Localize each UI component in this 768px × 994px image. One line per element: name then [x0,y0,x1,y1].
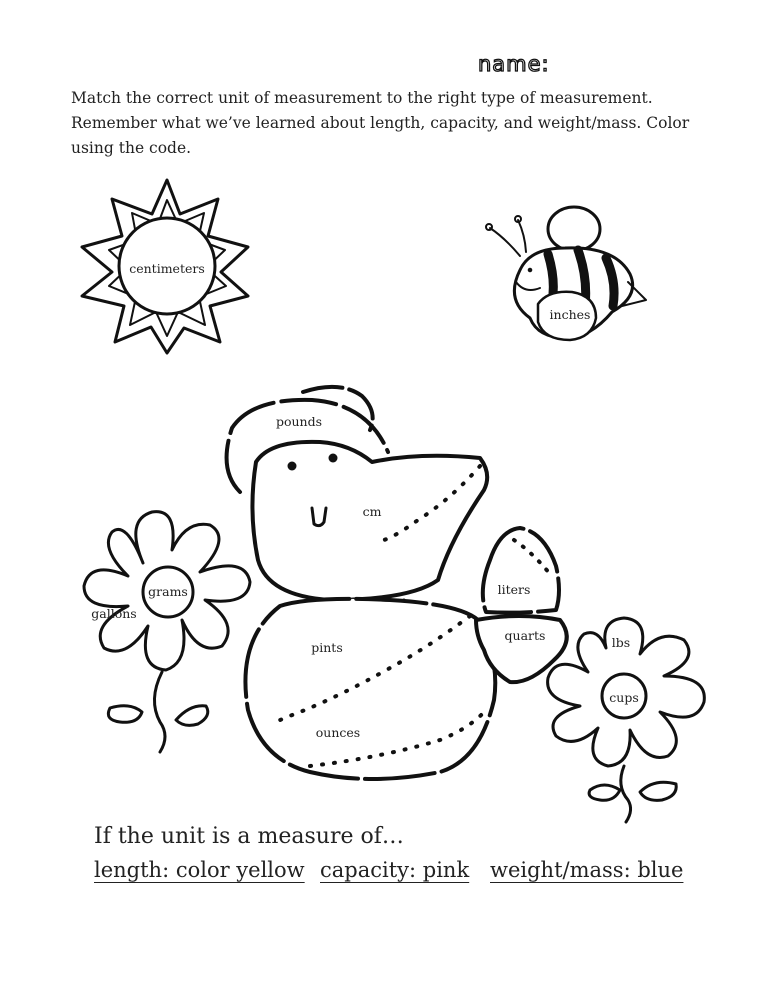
left-flower-stem [154,672,165,752]
unit-label-quarts: quarts [504,628,546,643]
unit-label-cups: cups [609,690,639,705]
bear-picture [227,387,567,779]
bee-antenna-left [490,228,520,256]
unit-label-pounds: pounds [275,414,323,429]
name-label: name: [478,52,550,76]
unit-label-liters: liters [497,582,531,597]
unit-label-grams: grams [148,584,188,599]
instruction-line-3: using the code. [71,139,192,157]
unit-label-centimeters: centimeters [129,261,205,276]
instruction-line-2: Remember what we’ve learned about length, capacity, and weight/mass. Color [71,114,690,132]
bear-eye-left [288,462,297,471]
bee-antenna-right [518,220,526,252]
bear-eye-right [329,454,338,463]
unit-label-lbs: lbs [611,635,631,650]
bee-wing [548,207,600,251]
right-flower-leaf-left [589,785,620,800]
bear-body [245,599,495,779]
unit-label-gallons: gallons [91,606,137,621]
right-flower-leaf-right [640,782,676,800]
sun-picture [82,180,248,353]
color-code-capacity: capacity: pink [320,858,470,882]
color-code-lead: If the unit is a measure of… [94,824,404,849]
left-flower-leaf-left [108,706,142,723]
unit-label-ounces: ounces [315,725,361,740]
color-code-weight: weight/mass: blue [490,858,684,882]
unit-label-cm: cm [362,504,382,519]
color-code-length: length: color yellow [94,858,305,882]
instruction-line-1: Match the correct unit of measurement to the right type of measurement. [71,89,653,107]
bee-picture [486,207,646,340]
right-flower-picture [548,618,705,822]
unit-label-inches: inches [549,307,591,322]
left-flower-leaf-right [176,706,208,726]
right-flower-stem [621,766,631,822]
unit-label-pints: pints [311,640,343,655]
left-flower-picture [84,512,250,752]
